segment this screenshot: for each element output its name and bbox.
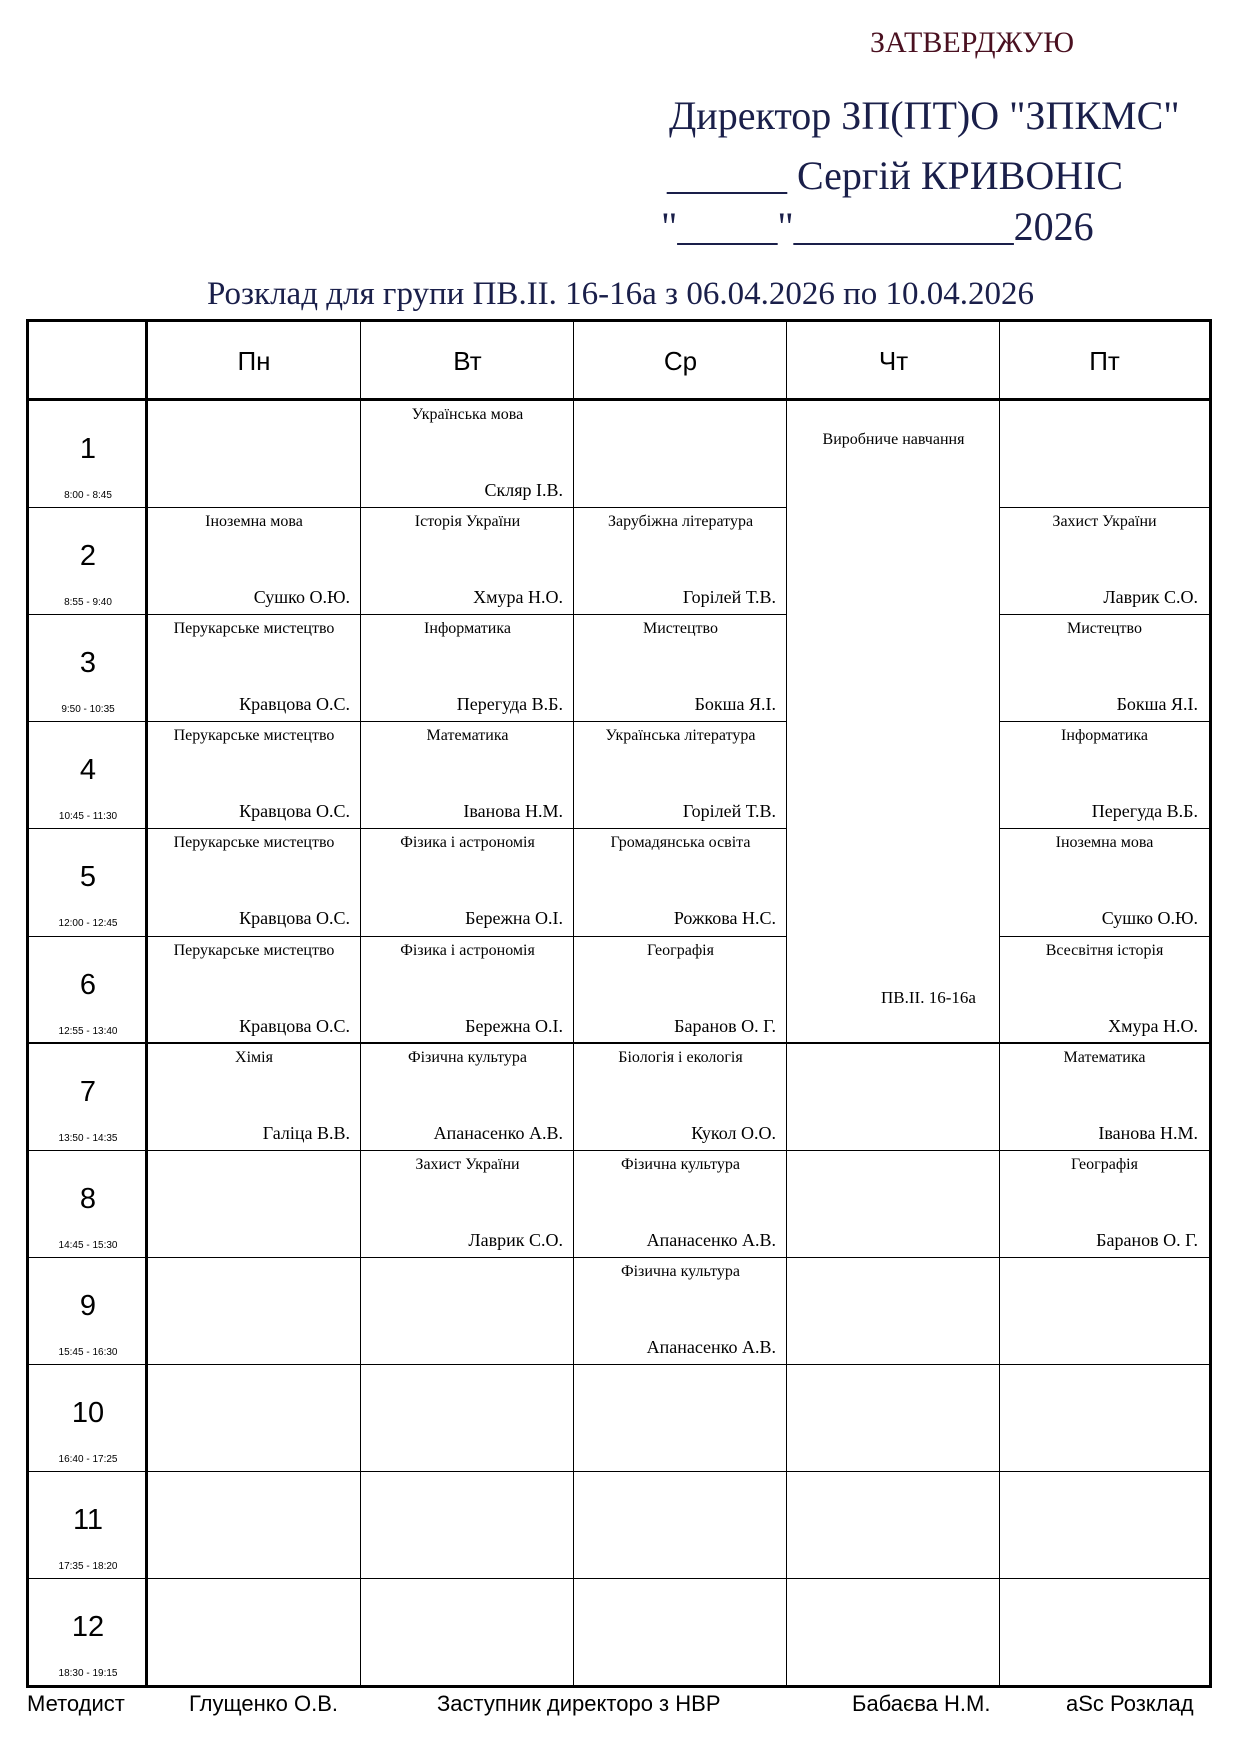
lesson-subject: Іноземна мова <box>1055 834 1154 852</box>
lesson-teacher: Кравцова О.С. <box>239 694 350 715</box>
lesson-cell <box>147 936 361 1043</box>
software-credit: aSc Розклад <box>1066 1691 1194 1716</box>
lesson-teacher: Іванова Н.М. <box>463 801 563 822</box>
lesson-cell <box>1000 936 1209 1043</box>
period-time: 10:45 - 11:30 <box>58 811 118 823</box>
day-header-1: Пн <box>237 345 271 376</box>
lesson-subject: Біологія і екологія <box>618 1048 743 1066</box>
lesson-teacher: Сушко О.Ю. <box>1101 908 1198 929</box>
period-time: 9:50 - 10:35 <box>61 704 115 716</box>
lesson-teacher: Горілей Т.В. <box>682 801 776 822</box>
day-header-2: Вт <box>453 345 482 376</box>
lesson-cell <box>361 721 574 828</box>
director-title: Директор ЗП(ПТ)О "ЗПКМС" <box>669 93 1180 138</box>
signature-line: ______ Сергій КРИВОНІС <box>667 153 1124 198</box>
lesson-teacher: Бокша Я.І. <box>694 694 776 715</box>
lesson-cell <box>574 936 787 1043</box>
period-time: 12:55 - 13:40 <box>58 1025 118 1037</box>
lesson-subject: Захист України <box>1052 513 1157 531</box>
lesson-cell <box>1000 1150 1209 1257</box>
deputy-name: Бабаєва Н.М. <box>852 1691 991 1716</box>
lesson-cell <box>361 614 574 721</box>
lesson-cell <box>147 507 361 614</box>
row-divider <box>29 1471 1209 1472</box>
lesson-subject: Фізика і астрономія <box>400 941 535 959</box>
lesson-cell <box>574 1150 787 1257</box>
lesson-cell <box>361 400 574 507</box>
lesson-subject: Перукарське мистецтво <box>173 941 335 959</box>
day-header-4: Чт <box>878 345 909 376</box>
lesson-cell <box>574 614 787 721</box>
lesson-teacher: Бережна О.І. <box>465 1015 563 1036</box>
lesson-teacher: Баранов О. Г. <box>1096 1229 1198 1250</box>
lesson-subject: Перукарське мистецтво <box>173 727 335 745</box>
merged-lesson-group: ПВ.ІІ. 16-16а <box>881 987 976 1007</box>
lesson-subject: Перукарське мистецтво <box>173 620 335 638</box>
lesson-subject: Фізична культура <box>620 1155 741 1173</box>
lesson-subject: Географія <box>647 941 714 959</box>
lesson-cell <box>147 614 361 721</box>
date-line: "_____"___________2026 <box>661 204 1094 249</box>
lesson-cell <box>147 721 361 828</box>
period-time: 16:40 - 17:25 <box>58 1453 118 1465</box>
period-number: 7 <box>79 1075 97 1108</box>
day-header-3: Ср <box>663 345 698 376</box>
day-header-5: Пт <box>1089 345 1120 376</box>
lesson-cell <box>361 828 574 935</box>
period-number: 9 <box>79 1289 97 1322</box>
approve-stamp: ЗАТВЕРДЖУЮ <box>870 26 1075 59</box>
lesson-subject: Захист України <box>415 1155 520 1173</box>
period-time: 15:45 - 16:30 <box>58 1346 118 1358</box>
lesson-teacher: Бережна О.І. <box>465 908 563 929</box>
lesson-cell <box>574 507 787 614</box>
lesson-teacher: Рожкова Н.С. <box>673 908 776 929</box>
lesson-teacher: Перегуда В.Б. <box>1091 801 1198 822</box>
lesson-teacher: Хмура Н.О. <box>473 587 563 608</box>
lesson-teacher: Іванова Н.М. <box>1098 1122 1198 1143</box>
period-number: 11 <box>72 1504 104 1536</box>
lesson-subject: Інформатика <box>1061 727 1148 745</box>
lesson-subject: Математика <box>1063 1048 1146 1066</box>
lesson-cell <box>1000 614 1209 721</box>
lesson-teacher: Лаврик С.О. <box>468 1229 563 1250</box>
lesson-teacher: Бокша Я.І. <box>1116 694 1198 715</box>
period-time: 13:50 - 14:35 <box>58 1132 118 1144</box>
lesson-teacher: Лаврик С.О. <box>1103 587 1198 608</box>
lesson-cell <box>574 1257 787 1364</box>
lesson-subject: Фізика і астрономія <box>400 834 535 852</box>
lesson-subject: Хімія <box>235 1048 273 1066</box>
lesson-teacher: Перегуда В.Б. <box>456 694 563 715</box>
period-number: 8 <box>79 1182 97 1215</box>
lesson-teacher: Сушко О.Ю. <box>253 587 350 608</box>
period-time: 12:00 - 12:45 <box>58 918 118 930</box>
lesson-teacher: Баранов О. Г. <box>674 1015 776 1036</box>
period-number: 3 <box>79 647 97 680</box>
lesson-subject: Українська література <box>605 727 756 745</box>
lesson-teacher: Апанасенко А.В. <box>646 1336 776 1357</box>
period-time: 17:35 - 18:20 <box>58 1561 118 1572</box>
period-number: 12 <box>71 1611 105 1644</box>
lesson-cell <box>361 1043 574 1150</box>
merged-lesson-subject: Виробниче навчання <box>822 431 965 448</box>
methodist-label: Методист <box>27 1691 125 1716</box>
period-number: 10 <box>71 1396 105 1429</box>
lesson-cell <box>147 828 361 935</box>
period-number: 4 <box>79 754 97 787</box>
row-divider <box>29 1578 1209 1579</box>
lesson-teacher: Апанасенко А.В. <box>433 1122 563 1143</box>
period-time: 8:00 - 8:45 <box>64 490 112 501</box>
lesson-subject: Всесвітня історія <box>1045 941 1164 959</box>
period-time: 14:45 - 15:30 <box>58 1239 118 1251</box>
lesson-teacher: Скляр І.В. <box>484 480 563 500</box>
lesson-subject: Перукарське мистецтво <box>173 834 335 852</box>
lesson-cell <box>574 1043 787 1150</box>
lesson-teacher: Кравцова О.С. <box>239 801 350 822</box>
row-divider <box>29 1364 1209 1365</box>
period-time: 18:30 - 19:15 <box>58 1668 118 1680</box>
deputy-label: Заступник директоро з НВР <box>437 1691 721 1716</box>
lesson-subject: Географія <box>1071 1155 1138 1173</box>
period-time: 8:55 - 9:40 <box>64 597 112 609</box>
period-number: 5 <box>79 861 97 894</box>
lesson-cell <box>1000 828 1209 935</box>
lesson-teacher: Горілей Т.В. <box>682 587 776 608</box>
lesson-subject: Фізична культура <box>407 1048 528 1066</box>
lesson-teacher: Кравцова О.С. <box>239 908 350 929</box>
lesson-subject: Громадянська освіта <box>610 834 751 852</box>
lesson-cell <box>361 507 574 614</box>
lesson-cell <box>574 721 787 828</box>
lesson-subject: Українська мова <box>411 406 524 423</box>
lesson-cell <box>1000 507 1209 614</box>
lesson-cell <box>361 936 574 1043</box>
lesson-subject: Мистецтво <box>643 620 718 638</box>
methodist-name: Глущенко О.В. <box>189 1691 338 1716</box>
page-title: Розклад для групи ПВ.ІІ. 16-16а з 06.04.2026 по 10.04.2026 <box>206 276 1034 312</box>
lesson-subject: Мистецтво <box>1067 620 1142 638</box>
lesson-teacher: Апанасенко А.В. <box>646 1229 776 1250</box>
period-number: 2 <box>79 540 97 573</box>
lesson-subject: Зарубіжна література <box>607 513 754 531</box>
schedule-table <box>26 319 1212 1688</box>
lesson-subject: Фізична культура <box>620 1262 741 1280</box>
lesson-teacher: Галіца В.В. <box>262 1122 350 1143</box>
lesson-teacher: Кравцова О.С. <box>239 1015 350 1036</box>
lesson-subject: Історія України <box>414 513 521 531</box>
lesson-teacher: Кукол О.О. <box>691 1122 776 1143</box>
lesson-subject: Математика <box>426 727 509 745</box>
lesson-cell <box>1000 721 1209 828</box>
lesson-subject: Іноземна мова <box>205 513 303 531</box>
lesson-cell <box>147 1043 361 1150</box>
lesson-cell <box>361 1150 574 1257</box>
lesson-cell <box>1000 1043 1209 1150</box>
period-number: 6 <box>79 968 97 1001</box>
period-number: 1 <box>79 433 97 465</box>
lesson-subject: Інформатика <box>424 620 511 638</box>
lesson-cell <box>574 828 787 935</box>
lesson-teacher: Хмура Н.О. <box>1108 1015 1198 1036</box>
